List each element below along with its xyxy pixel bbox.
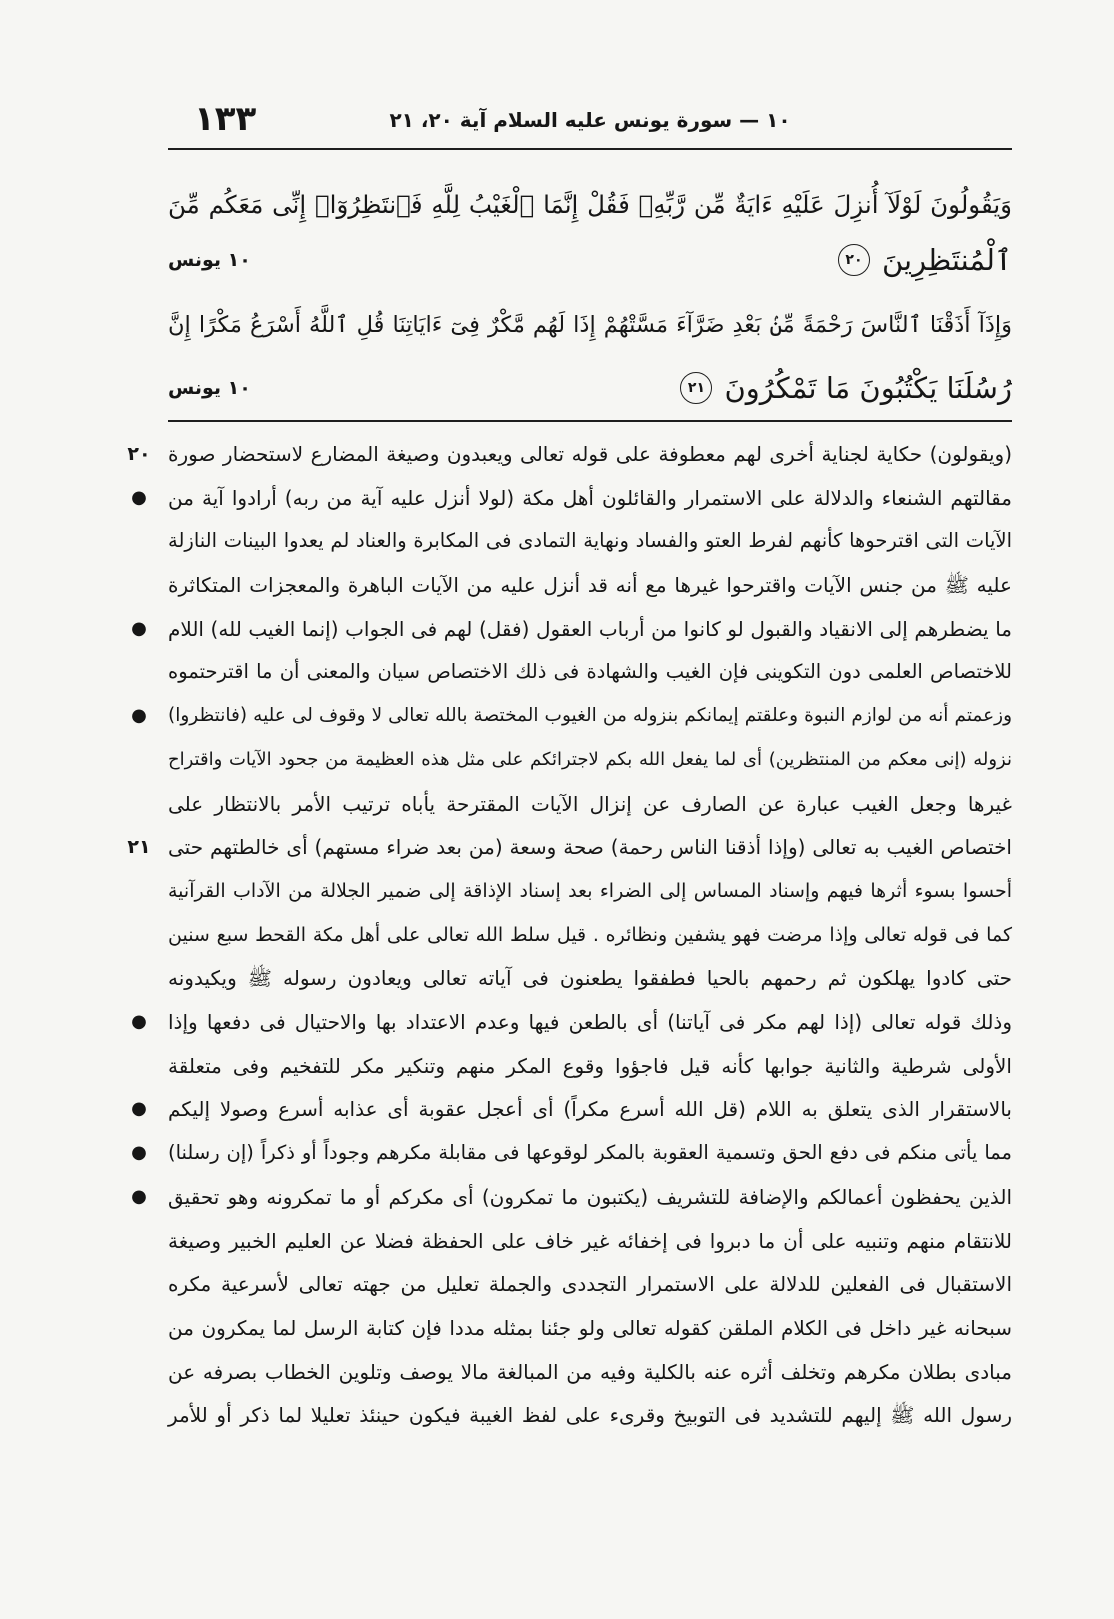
commentary-line: أحسوا بسوء أثرها فيهم وإسناد المساس إلى الضراء بعد إسناد الإذاقة إلى ضمير الجلالة من الآداب القرآنية (168, 880, 1012, 902)
commentary-line: مما يأتى منكم فى دفع الحق وتسمية العقوبة بالمكر لوقوعها فى مقابلة مكرهم وجوداً أو ذكراً (إن رسلنا) (168, 1141, 1012, 1164)
ayah-number-marker: ٢٠ (838, 244, 870, 276)
verse-end-row (168, 232, 1012, 288)
commentary-line: الذين يحفظون أعمالكم والإضافة للتشريف (يكتبون ما تمكرون) أى مكركم أو ما تمكرونه وهو تحقيق (168, 1185, 1012, 1209)
commentary-line: للاختصاص العلمى دون التكوينى فإن الغيب والشهادة فى ذلك الاختصاص سيان والمعنى أن ما اقترحتموه (168, 660, 1012, 683)
commentary-line: الآيات التى اقترحوها كأنهم لفرط العتو والفساد ونهاية التمادى فى المكابرة والعناد لم يعدوا البينات النازلة (168, 529, 1012, 552)
commentary-line: مقالتهم الشنعاء والدلالة على الاستمرار والقائلون أهل مكة (لولا أنزل عليه آية من ربه) أرادوا آية من (168, 486, 1012, 510)
bullet-marker: ● (131, 1186, 147, 1207)
page-number: ١٣٣ (194, 99, 257, 139)
bullet-marker: ● (131, 1098, 147, 1119)
surah-reference: ١٠ يونس (168, 377, 251, 399)
commentary-line: للانتقام منهم وتنبيه على أن ما دبروا فى إخفائه غير خاف على الحفظة فضلا عن العليم الخبير وصيغة (168, 1229, 1012, 1253)
margin-verse-number: ٢٠ (127, 443, 151, 465)
commentary-line: بالاستقرار الذى يتعلق به اللام (قل الله أسرع مكراً) أى أعجل عقوبة أى عذابه أسرع وصولا إليكم (168, 1097, 1012, 1121)
commentary-line: سبحانه غير داخل فى الكلام الملقن كقوله تعالى ولو جئنا بمثله مددا فإن كتابة الرسل لما يمكرون من (168, 1316, 1012, 1340)
bullet-marker: ● (131, 1142, 147, 1163)
section-rule (168, 420, 1012, 422)
commentary-line: (ويقولون) حكاية لجناية أخرى لهم معطوفة على قوله تعالى ويعبدون وصيغة المضارع لاستحضار صورة (168, 442, 1012, 466)
verse-line: وَإِذَآ أَذَقْنَا ٱلنَّاسَ رَحْمَةً مِّنۢ بَعْدِ ضَرَّآءَ مَسَّتْهُمْ إِذَا لَهُم مَّكْرٌ فِىٓ ءَايَاتِنَا قُلِ ٱللَّهُ أَسْرَعُ مَكْرًا إِنَّ (168, 312, 1012, 338)
commentary-line: كما فى قوله تعالى وإذا مرضت فهو يشفين ونظائره . قيل سلط الله تعالى على أهل مكة القحط سبع سنين (168, 924, 1012, 946)
verse-line: ٱلْمُنتَظِرِينَ (881, 243, 1012, 277)
margin-verse-number: ٢١ (127, 836, 151, 858)
commentary-line: نزوله (إنى معكم من المنتظرين) أى لما يفعل الله بكم لاجترائكم على مثل هذه العظيمة من جحود الآيات واقتراح (168, 749, 1012, 770)
commentary-line: اختصاص الغيب به تعالى (وإذا أذقنا الناس رحمة) صحة وسعة (من بعد ضراء مستهم) أى خالطتهم حتى (168, 835, 1012, 859)
commentary-line: مبادى بطلان مكرهم وتخلف أثره عنه بالكلية وفيه من المبالغة مالا يوصف وتلوين الخطاب بصرفه عن (168, 1360, 1012, 1384)
running-title: ١٠ — سورة يونس عليه السلام آية ٢٠، ٢١ (389, 108, 791, 132)
ayah-number-marker: ٢١ (680, 372, 712, 404)
commentary-line: عليه ﷺ من جنس الآيات واقترحوا غيرها مع أنه قد أنزل عليه من الآيات الباهرة والمعجزات المتكاثرة (168, 573, 1012, 597)
verse-tail (680, 360, 1012, 416)
running-header (168, 96, 1012, 142)
header-rule (168, 148, 1012, 150)
verse-line: رُسُلَنَا يَكْتُبُونَ مَا تَمْكُرُونَ (724, 371, 1012, 405)
bullet-marker: ● (131, 705, 147, 726)
commentary-line: حتى كادوا يهلكون ثم رحمهم بالحيا فطفقوا يطعنون فى آياته تعالى ويعادون رسوله ﷺ ويكيدونه (168, 966, 1012, 990)
surah-reference: ١٠ يونس (168, 249, 251, 271)
bullet-marker: ● (131, 487, 147, 508)
commentary-line: ما يضطرهم إلى الانقياد والقبول لو كانوا من أرباب العقول (فقل) لهم فى الجواب (إنما الغيب لله) اللام (168, 617, 1012, 641)
commentary-line: رسول الله ﷺ إليهم للتشديد فى التوبيخ وقرىء على لفظ الغيبة فيكون حينئذ تعليلا لما ذكر أو للأمر (168, 1403, 1012, 1427)
verse-line: وَيَقُولُونَ لَوْلَآ أُنزِلَ عَلَيْهِ ءَايَةٌ مِّن رَّبِّهِۦ فَقُلْ إِنَّمَا ٱلْغَيْبُ لِلَّهِ فَٱنتَظِرُوٓا۟ إِنِّى مَعَكُم مِّنَ (168, 190, 1012, 219)
bullet-marker: ● (131, 1011, 147, 1032)
commentary-line: الأولى شرطية والثانية جوابها كأنه قيل فاجؤوا وقوع المكر منهم وتنكير مكر للتفخيم وفى متعلقة (168, 1054, 1012, 1078)
commentary-line: الاستقبال فى الفعلين للدلالة على الاستمرار التجددى والجملة تعليل من جهته تعالى لأسرعية مكره (168, 1272, 1012, 1296)
commentary-line: وذلك قوله تعالى (إذا لهم مكر فى آياتنا) أى بالطعن فيها وعدم الاعتداد بها والاحتيال فى دفعها وإذا (168, 1010, 1012, 1034)
commentary-line: وزعمتم أنه من لوازم النبوة وعلقتم إيمانكم بنزوله من الغيوب المختصة بالله تعالى لا وقوف لى عليه (فانتظروا) (168, 705, 1012, 726)
commentary-line: غيرها وجعل الغيب عبارة عن الصارف عن إنزال الآيات المقترحة يأباه ترتيب الأمر بالانتظار على (168, 792, 1012, 816)
verse-end-row (168, 360, 1012, 416)
verse-tail (838, 232, 1012, 288)
bullet-marker: ● (131, 618, 147, 639)
